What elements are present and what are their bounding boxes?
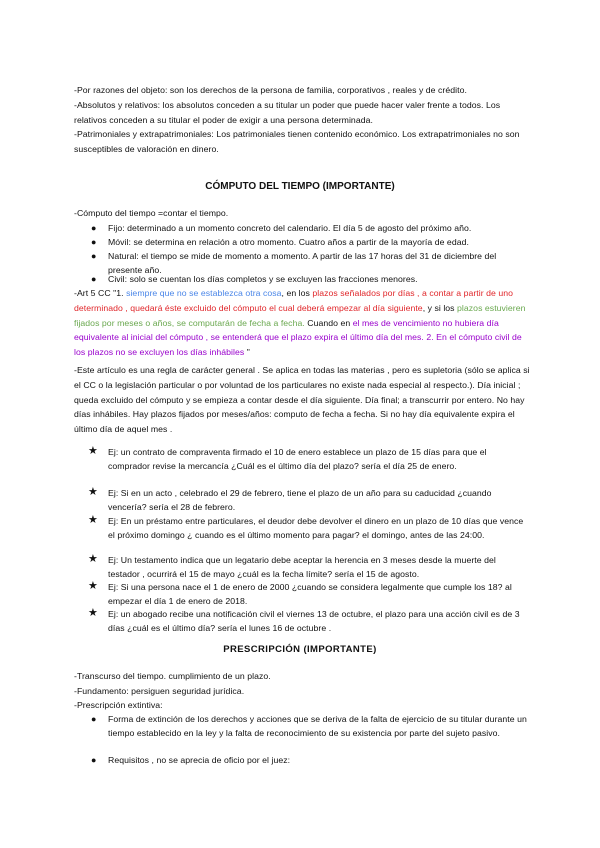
art5-green-text: plazos estuvieren fijados por meses o años, se computarán de fecha a fecha. (74, 302, 526, 328)
star-marker: ★ (88, 486, 98, 498)
bullet-marker: ● (91, 251, 97, 261)
example-item (88, 607, 528, 635)
star-marker: ★ (88, 580, 98, 592)
star-marker: ★ (88, 445, 98, 457)
star-marker: ★ (88, 514, 98, 526)
heading-computo: CÓMPUTO DEL TIEMPO (IMPORTANTE) (205, 181, 395, 192)
list-item-requisitos (91, 754, 528, 768)
art5-suffix: " (244, 347, 250, 358)
list-item-text: Fijo: determinado a un momento concreto del calendario. El día 5 de agosto del próximo año. (108, 223, 472, 233)
paragraph-art5 (74, 286, 534, 360)
list-item-movil (91, 236, 528, 250)
art5-text: , en los (281, 288, 313, 298)
example-item (88, 445, 528, 473)
example-item (88, 553, 528, 581)
paragraph-transcurso: -Transcurso del tiempo. cumplimiento de un plazo. (74, 671, 271, 681)
example-item (88, 580, 528, 608)
art5-purple-text: el mes de vencimiento no hubiera día equivalente al inicial del cómputo , se entenderá que el plazo expira el último día del mes. 2. En el cómputo civil de los plazos no se excluyen los días inhábiles (74, 317, 522, 358)
example-item (88, 486, 528, 514)
example-text: Ej: Si una persona nace el 1 de enero de 2000 ¿cuando se considera legalmente que cumple los 18? al empezar el día 1 de enero de 2018. (108, 582, 512, 606)
example-item (88, 514, 528, 542)
bullet-marker: ● (91, 223, 97, 233)
bullet-marker: ● (91, 237, 97, 247)
paragraph-objeto: -Por razones del objeto: son los derechos de la persona de familia, corporativos , reales y de crédito. (74, 85, 467, 95)
star-marker: ★ (88, 607, 98, 619)
list-item-forma-extincion (91, 713, 528, 740)
bullet-marker: ● (91, 755, 97, 765)
example-text: Ej: un abogado recibe una notificación civil el viernes 13 de octubre, el plazo para una acción civil es de 3 días ¿cuál es el último día? sería el lunes 16 de octubre . (108, 609, 520, 633)
paragraph-fundamento: -Fundamento: persiguen seguridad jurídica. (74, 686, 245, 696)
art5-prefix: -Art 5 CC "1. (74, 288, 127, 298)
list-item-text: Civil: solo se cuentan los días completos y se excluyen las fracciones menores. (108, 274, 418, 284)
paragraph-computo-lead: -Cómputo del tiempo =contar el tiempo. (74, 208, 229, 218)
list-item-text: Requisitos , no se aprecia de oficio por el juez: (108, 755, 291, 765)
paragraph-prescripcion-extintiva: -Prescripción extintiva: (74, 700, 163, 710)
list-item-text: Natural: el tiempo se mide de momento a momento. A partir de las 17 horas del 31 de diciembre del presente año. (108, 251, 497, 275)
list-item-text: Móvil: se determina en relación a otro momento. Cuatro años a partir de la mayoría de edad. (108, 237, 469, 247)
art5-red-text: plazos señalados por días , a contar a partir de uno determinado , quedará éste excluido del cómputo el cual deberá empezar al día siguiente (74, 288, 514, 313)
star-marker: ★ (88, 553, 98, 565)
example-text: Ej: En un préstamo entre particulares, el deudor debe devolver el dinero en un plazo de 10 días que vence el próximo domingo ¿ cuando es el último momento para pagar? el domingo, antes de las 24:00. (108, 516, 524, 540)
bullet-marker: ● (91, 274, 97, 284)
art5-blue-text: siempre que no se establezca otra cosa (126, 288, 282, 298)
bullet-marker: ● (91, 714, 97, 724)
example-text: Ej: un contrato de compraventa firmado el 10 de enero establece un plazo de 15 días para que el comprador revise la mercancía ¿Cuál es el último día del plazo? sería el día 25 de enero. (108, 447, 487, 471)
paragraph-regla-general: -Este artículo es una regla de carácter general . Se aplica en todas las materias , pero es supletoria (sólo se aplica si el CC o la legislación particular o por voluntad de los particulares no existe nada especial al respecto.). Día inicial ; queda excluido del cómputo y se empieza a contar desde el día siguiente. Día final; a transcurrir por entero. No hay días inhábiles. Hay plazos fijados por meses/años: computo de fecha a fecha. Si no hay día equivalente expira el último día de aquel mes . (74, 365, 530, 435)
example-text: Ej: Un testamento indica que un legatario debe aceptar la herencia en 3 meses desde la muerte del testador , ocurrirá el 15 de mayo ¿cuál es la fecha límite? sería el 15 de agosto. (108, 555, 496, 579)
example-text: Ej: Si en un acto , celebrado el 29 de febrero, tiene el plazo de un año para su caducidad ¿cuando vencería? sería el 28 de febrero. (108, 488, 492, 512)
art5-text: Cuando en (304, 317, 353, 328)
paragraph-absolutos: -Absolutos y relativos: los absolutos conceden a su titular un poder que puede hacer valer frente a todos. Los relativos conceden a su titular el poder de exigir a una persona determinada. (74, 100, 501, 125)
heading-prescripcion: PRESCRIPCIÓN (IMPORTANTE) (223, 644, 377, 655)
list-item-text: Forma de extinción de los derechos y acciones que se deriva de la falta de ejercicio de su titular durante un tiempo establecido en la ley y la falta de reconocimiento de su existencia por parte del sujeto pasivo. (108, 714, 527, 738)
art5-text: , y si los (422, 302, 458, 313)
paragraph-patrimoniales: -Patrimoniales y extrapatrimoniales: Los patrimoniales tienen contenido económico. Los extrapatrimoniales no son susceptibles de valoración en dinero. (74, 129, 520, 154)
list-item-fijo (91, 222, 528, 236)
list-item-civil (91, 273, 528, 287)
